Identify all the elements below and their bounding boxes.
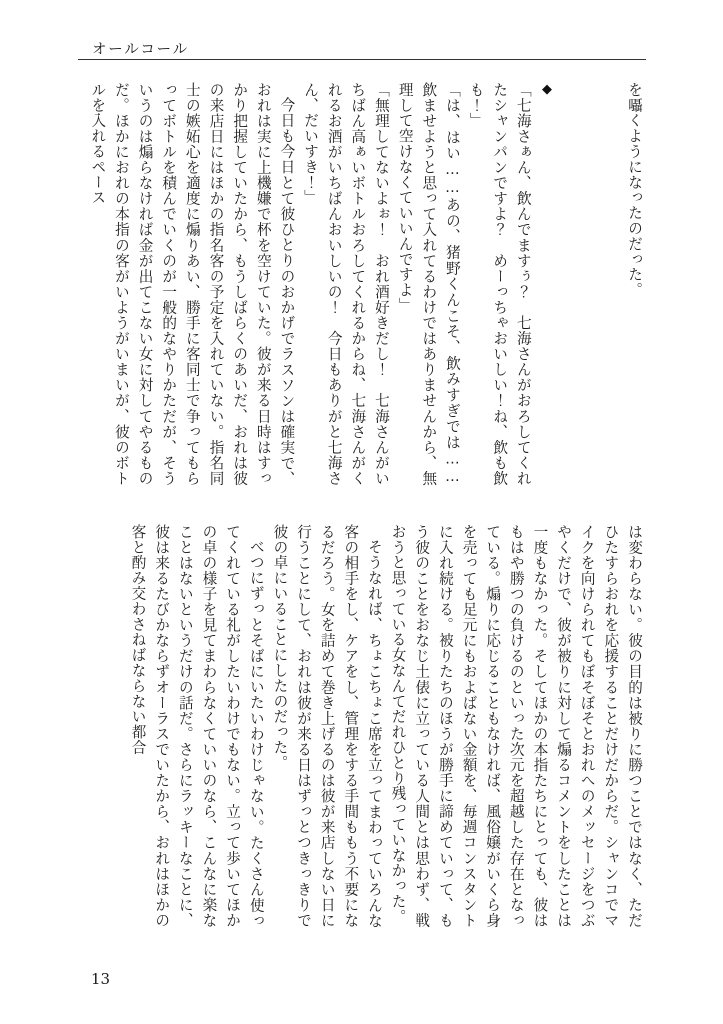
running-head [78, 36, 646, 60]
page-number: 13 [91, 970, 111, 988]
text-block-lower [98, 524, 646, 928]
paragraph-narration-rasson-kakujitsu: 今日も今日とて彼ひとりのおかげでラスソンは確実で、おれは実に上機嫌で杯を空けていた。彼が来る日時はすっかり把握していたから、もうしばらくのあいだ、おれは彼の来店日にはほかの指名客の予定を入れていない。指名同士の嫉妬心を適度に煽りあい、勝手に客同士で争ってもらってボトルを積んでいくのが一般的なやりかただが、そういうのは煽らなければ金が出てこない女に対してやるものだ。ほかにおれの本指の客がいようがいまいが、彼のボトルを入れるペース [89, 82, 296, 486]
paragraph-prev-sentence-tail: を囁くようになったのだった。 [626, 82, 643, 298]
paragraph-narration-kawaranai: は変わらない。彼の目的は被りに勝つことではなく、ただひたすらおれを応援することだけだからだ。シャンコでマイクを向けられてもぼそぼそとおれへのメッセージをつぶやくだけで、彼が被りに対して煽るコメントをしたことは一度もなかった。そしてほかの本指たちにとっても、彼はもはや勝つの負けるのといった次元を超越した存在となっている。煽りに応じることもなければ、風俗嬢がいくら身を売っても足元にもおよばない金額を、毎週コンスタントに入れ続ける。被りたちのほうが勝手に諦めていって、もう彼のことをおなじ土俵に立っている人間とは思わず、戦おうと思っている女なんてだれひとり残っていなかった。 [389, 524, 643, 928]
paragraph-dialogue-muri-shitenai: 「無理してないよぉ！ おれ酒好きだし！ 七海さんがいちばん高ぁいボトルおろしてくれるからね、七海さんがくれるお酒がいちばんおいしいの！ 今日もありがと七海さん、だいすき！」 [302, 82, 390, 486]
text-block-upper [89, 82, 646, 486]
paragraph-dialogue-nanami-champagne: 「七海さぁん、飲んでますぅ？ 七海さんがおろしてくれたシャンパンですよ？ めーっちゃおいしい！ね、飲も飲も！」 [467, 82, 532, 486]
paragraph-narration-sounareba: そうなれば、ちょこちょこ席を立ってまわっていろんな客の相手をし、ケアをし、管理をする手間ももう不要になるだろう。女を詰めて巻き上げるのは彼が来店しない日に行うことにして、おれは彼が来る日はずっとつきっきりで彼の卓にいることにしたのだった。 [271, 524, 383, 928]
paragraph-narration-betsuni-zutto: べつにずっとそばにいたいわけじゃない。たくさん使ってくれている礼がしたいわけでもない。立って歩いてほかの卓の様子を見てまわらなくていいのなら、こんなに楽なことはないというだけの話だ。さらにラッキーなことに、彼は来るたびかならずオーラスでいたから、おれはほかの客と酌み交わさねばならない都合 [129, 524, 265, 928]
diamond-icon: ◆ [539, 82, 555, 98]
running-head-title: オールコール [92, 41, 189, 58]
paragraph-dialogue-reply-ino: 「は、はい……あの、猪野くんこそ、飲みすぎでは……飲ませようと思って入れてるわけではありませんから、無理して空けなくていいんですよ」 [396, 82, 461, 486]
scene-break [535, 82, 623, 486]
